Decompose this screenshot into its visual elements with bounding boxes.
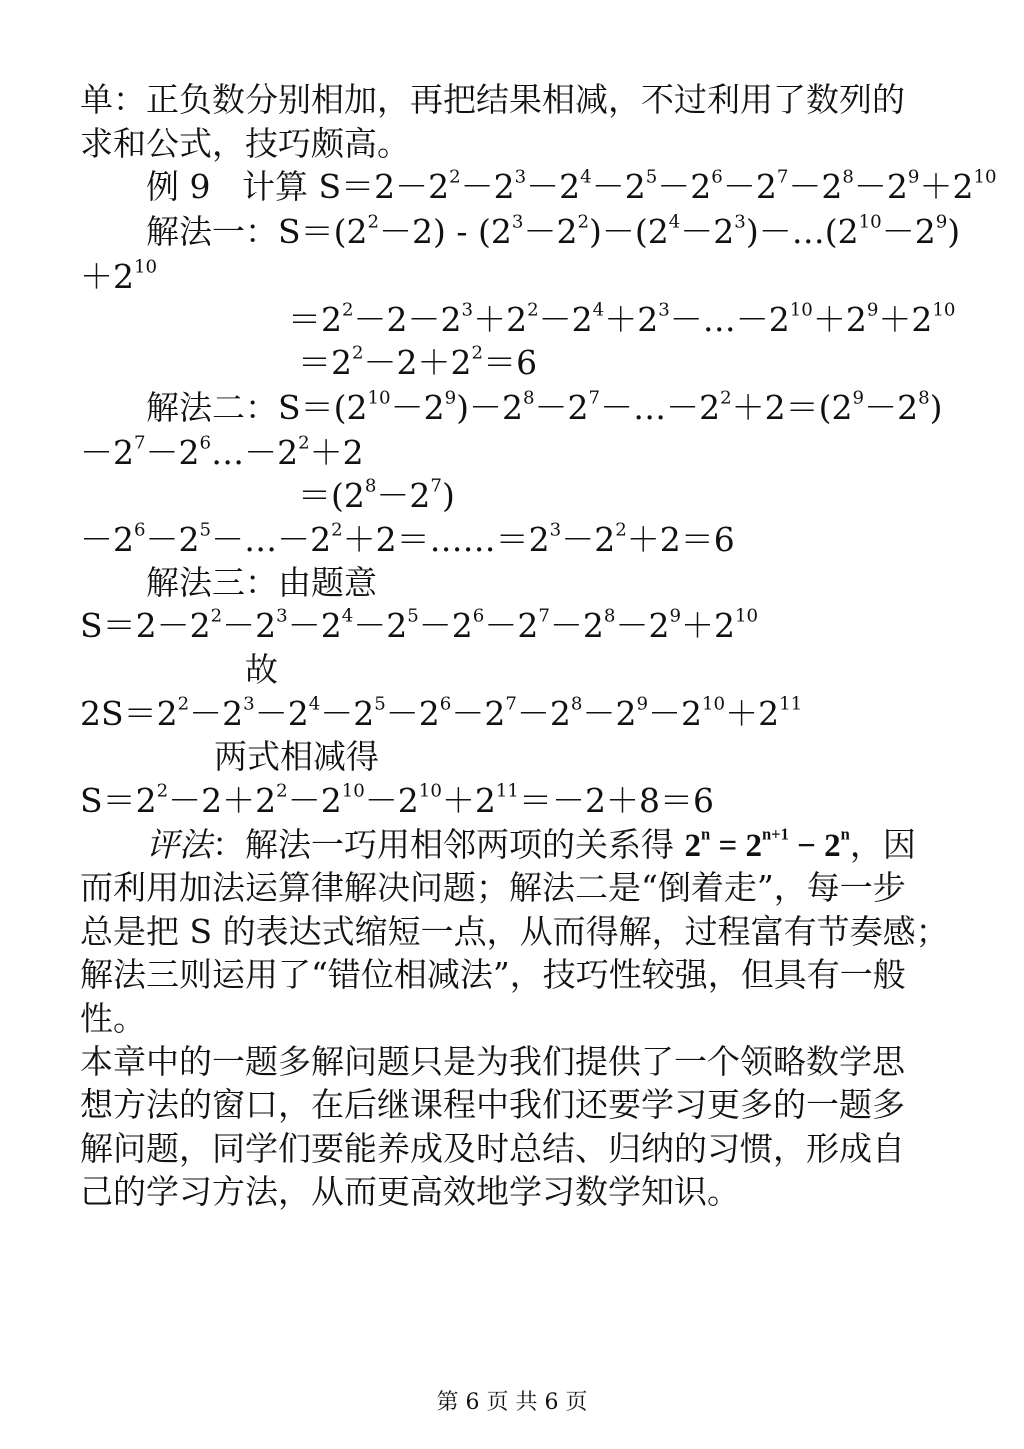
- example-statement: 计算 S＝2－2: [241, 167, 450, 206]
- commentary-line: 评法：解法一巧用相邻两项的关系得 $2^n = 2^{n+1} - 2^n$，因: [146, 824, 916, 864]
- paragraph-line: 而利用加法运算律解决问题；解法二是“倒着走”，每一步: [80, 868, 906, 907]
- paragraph-line: 故: [245, 650, 278, 689]
- paragraph-line: 总是把 S 的表达式缩短一点，从而得解，过程富有节奏感；: [80, 912, 949, 951]
- page-footer: 第 6 页 共 6 页: [436, 1390, 588, 1415]
- paragraph-line: 解问题，同学们要能养成及时总结、归纳的习惯，形成自: [80, 1129, 905, 1168]
- equation-line: $2S=2^2-2^3-2^4-2^5-2^6-2^7-2^8-2^9-2^{10}+2^{11}$: [80, 693, 803, 733]
- equation-line: $S=2^2-2+2^2-2^{10}-2^{10}+2^{11}=-2+8=6$: [80, 780, 714, 820]
- commentary-label: 评法: [146, 825, 212, 864]
- paragraph-line: 己的学习方法，从而更高效地学习数学知识。: [80, 1172, 740, 1211]
- paragraph-line: 求和公式，技巧颇高。: [80, 124, 410, 163]
- equation-line: $=2^2-2+2^2=6$: [298, 342, 538, 382]
- equation-line: $S=2-2^2-2^3-2^4-2^5-2^6-2^7-2^8-2^9+2^{10}$: [80, 605, 759, 645]
- paragraph-line: 解法三则运用了“错位相减法”，技巧性较强，但具有一般: [80, 955, 906, 994]
- paragraph-line: 单：正负数分别相加，再把结果相减，不过利用了数列的: [80, 80, 905, 119]
- example-9-line: 例 9 计算 $S=2-2^2-2^3-2^4-2^5-2^6-2^7-2^8-2^9+2^{10}$: [146, 166, 997, 206]
- solution-1-line: 解法一：$S=(2^2-2)$ - $(2^3-2^2)-(2^4-2^3)-\dots(2^{10}-2^9)$: [146, 211, 961, 251]
- paragraph-line: 性。: [80, 999, 146, 1038]
- equation-line: $=2^2-2-2^3+2^2-2^4+2^3-\dots-2^{10}+2^9+2^{10}$: [288, 299, 956, 339]
- paragraph-line: 本章中的一题多解问题只是为我们提供了一个领略数学思: [80, 1042, 905, 1081]
- paragraph-line: 想方法的窗口，在后继课程中我们还要学习更多的一题多: [80, 1085, 905, 1124]
- formula: $2^n = 2^{n+1} - 2^n$: [684, 824, 850, 864]
- example-label: 例 9: [146, 167, 211, 206]
- equation-line: $+2^{10}$: [80, 256, 158, 296]
- equation-line: $=(2^8-2^7)$: [298, 475, 455, 515]
- equation-line: $-2^7-2^6\dots-2^2+2$: [80, 432, 364, 472]
- equation-line: $-2^6-2^5-\dots-2^2+2=\dots\dots=2^3-2^2+2=6$: [80, 519, 735, 559]
- solution-2-line: 解法二：$S=(2^{10}-2^9)-2^8-2^7-\dots-2^2+2=(2^9-2^8)$: [146, 387, 943, 427]
- paragraph-line: 两式相减得: [214, 737, 379, 776]
- solution-3-heading: 解法三：由题意: [146, 563, 377, 602]
